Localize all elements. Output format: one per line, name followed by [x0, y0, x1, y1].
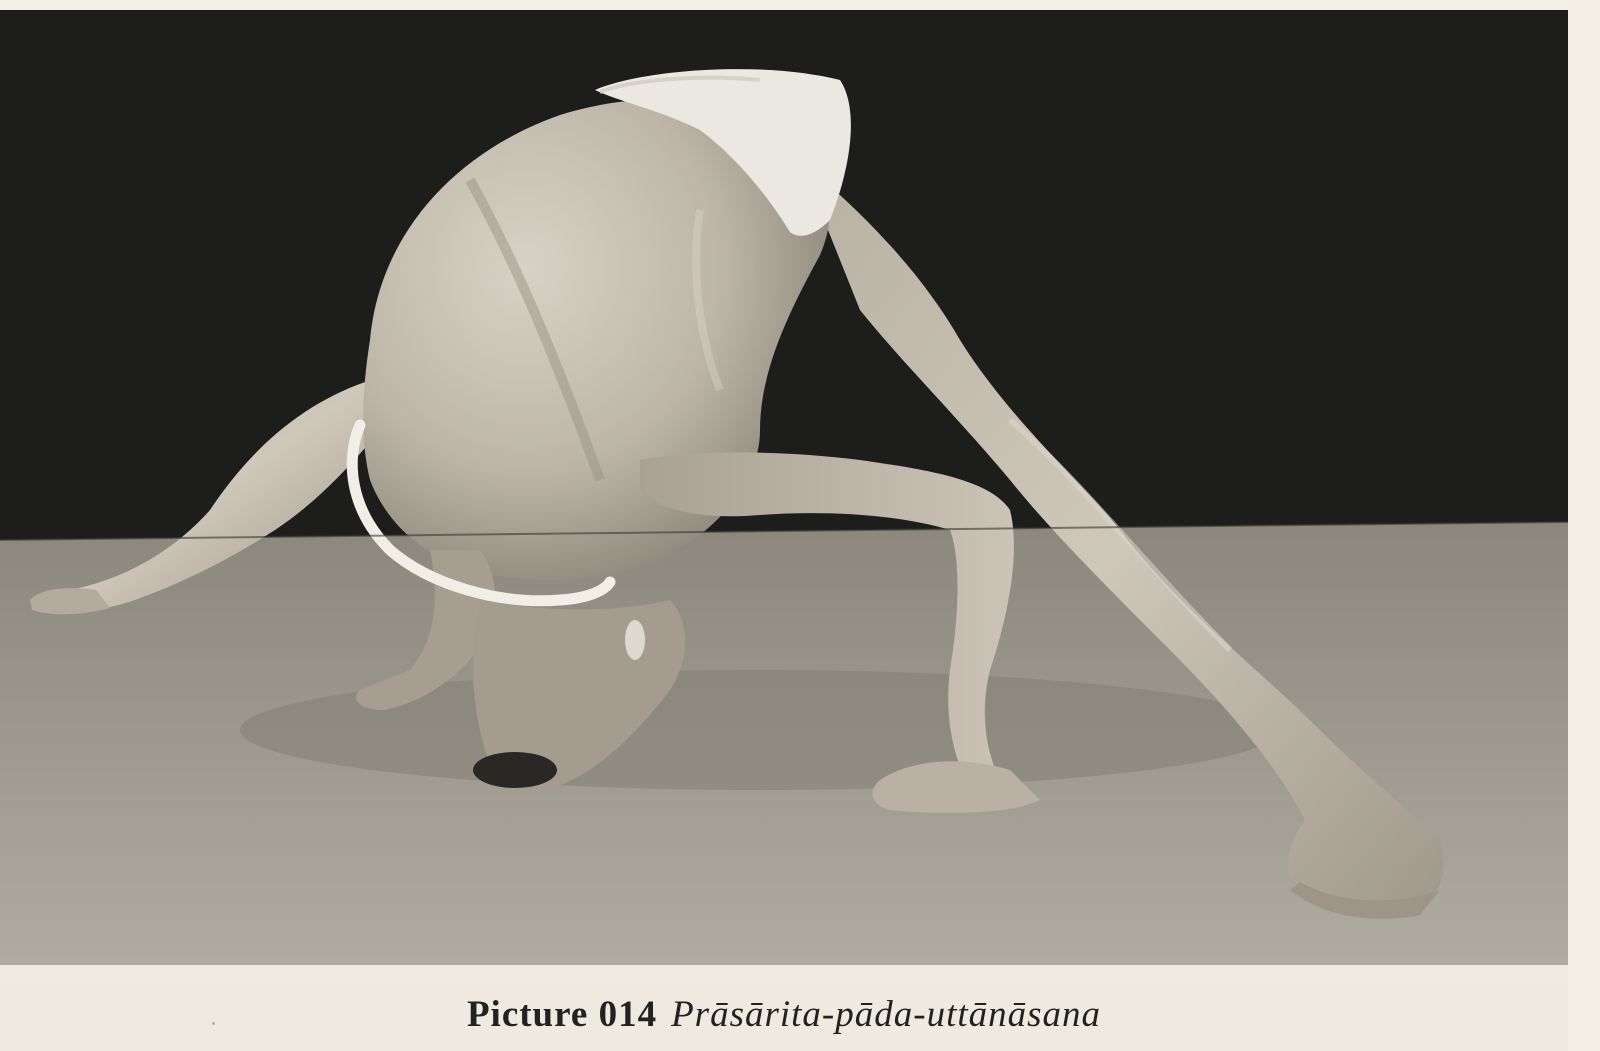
page-margin [1568, 0, 1600, 1051]
caption-label: Picture 014 [466, 994, 658, 1035]
caption-title: Prāsārita-pāda-uttānāsana [671, 994, 1102, 1035]
yoga-photograph [0, 10, 1568, 965]
hair [473, 752, 557, 788]
figure-caption [0, 993, 1568, 1036]
photo-plate [0, 10, 1568, 965]
